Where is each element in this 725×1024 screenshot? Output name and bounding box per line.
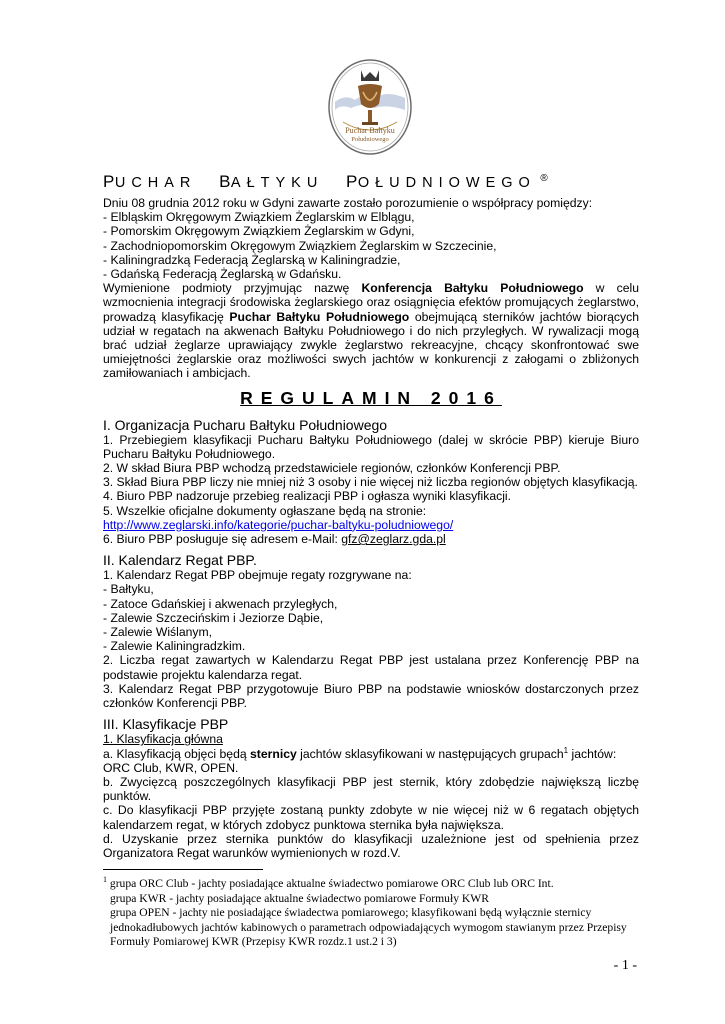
section-1-item: 6. Biuro PBP posługuje się adresem e-Mail: gfz@zeglarz.gda.pl <box>103 532 446 547</box>
section-1-item: 2. W skład Biura PBP wchodzą przedstawiciele regionów, członków Konferencji PBP. <box>103 461 561 476</box>
party-item: - Kaliningradzką Federacją Żeglarską w Kaliningradzie, <box>103 252 401 267</box>
footnote <box>103 877 639 950</box>
section-1-item: 3. Skład Biura PBP liczy nie mniej niż 3 osoby i nie więcej niż liczba regionów objętych klasyfikacją. <box>103 475 638 490</box>
party-item: - Gdańską Federacją Żeglarską w Gdańsku. <box>103 267 342 282</box>
footnote-ref[interactable]: 1 <box>563 745 569 755</box>
subsection-heading: 1. Klasyfikacja główna <box>103 732 223 747</box>
section-2-item: 2. Liczba regat zawartych w Kalendarzu Regat PBP jest ustalana przez Konferencję PBP na podstawie projektu kalendarza regat. <box>103 653 639 682</box>
email-link[interactable]: gfz@zeglarz.gda.pl <box>341 532 446 547</box>
document-title <box>103 172 548 192</box>
title-word: UCHAR <box>114 175 197 191</box>
section-2-heading: II. Kalendarz Regat PBP. <box>103 552 257 569</box>
section-2-item: 1. Kalendarz Regat PBP obejmuje regaty rozgrywane na: <box>103 568 412 583</box>
section-1-item: 5. Wszelkie oficjalne dokumenty ogłaszane będą na stronie: <box>103 503 427 518</box>
area-item: - Bałtyku, <box>103 582 154 597</box>
section-3-groups: ORC Club, KWR, OPEN. <box>103 760 239 775</box>
footnote-line: grupa ORC Club - jachty posiadające aktualne świadectwo pomiarowe ORC Club lub ORC Int. <box>107 877 554 890</box>
website-link[interactable]: http://www.zeglarski.info/kategorie/puchar-baltyku-poludniowego/ <box>103 517 454 532</box>
area-item: - Zalewie Wiślanym, <box>103 625 213 640</box>
title-initial: P <box>345 172 358 191</box>
section-3-item: d. Uzyskanie przez sternika punktów do klasyfikacji uzależnione jest od spełnienia przez Organizatora Regat warunków wymienionych w rozd.V. <box>103 831 639 860</box>
party-item: - Pomorskim Okręgowym Związkiem Żeglarskim w Gdyni, <box>103 224 415 239</box>
footnote-line: grupa KWR - jachty posiadające aktualne świadectwo pomiarowe Formuły KWR <box>110 891 489 905</box>
area-item: - Zalewie Kaliningradzkim. <box>103 639 246 654</box>
section-3-item: a. Klasyfikacją objęci będą sternicy jachtów sklasyfikowani w następujących grupach$^1$ jachtów: <box>103 745 617 761</box>
puchar-logo <box>327 58 413 156</box>
section-1-item: 4. Biuro PBP nadzoruje przebieg realizacji PBP i ogłasza wyniki klasyfikacji. <box>103 489 512 504</box>
intro-paragraph: Wymienione podmioty przyjmując nazwę Konferencja Bałtyku Południowego w celu wzmocnienia integracji środowiska żeglarskiego oraz osiągnięcia efektów promujących żeglarstwo, prowadzą klasyfikację Puchar Bałtyku Południowego obejmującą sterników jachtów biorących udział w regatach na akwenach Bałtyku Południowego i do nich przyległych. W rywalizacji mogą brać udział żeglarze uprawiający zwykle żeglarstwo rekreacyjne, chcący skonfrontować swe umiejętności żeglarskie oraz możliwości swych jachtów w konkurencji z załogami o zbliżonych zamiłowaniach i ambicjach. <box>103 281 639 381</box>
registered-mark: ® <box>540 173 549 185</box>
title-word: AŁTYKU <box>230 175 324 191</box>
document-body <box>103 196 639 860</box>
footnote-mark: 1 <box>103 875 107 885</box>
intro-opening: Dniu 08 grudnia 2012 roku w Gdyni zawarte zostało porozumienie o współpracy pomiędzy: <box>103 196 593 210</box>
regulamin-title: REGULAMIN 2016 <box>240 387 502 408</box>
title-word: OŁUDNIOWEGO <box>357 175 536 191</box>
party-item: - Elbląskim Okręgowym Związkiem Żeglarskim w Elblągu, <box>103 210 415 225</box>
section-2-item: 3. Kalendarz Regat PBP przygotowuje Biuro PBP na podstawie wniosków dostarczonych przez członków Konferencji PBP. <box>103 681 639 711</box>
area-item: - Zalewie Szczecińskim i Jeziorze Dąbie, <box>103 610 324 625</box>
logo-text-line2: Południowego <box>351 136 389 143</box>
title-initial: P <box>103 172 115 191</box>
footnote-divider <box>103 869 263 870</box>
section-1-item: 1. Przebiegiem klasyfikacji Pucharu Bałtyku Południowego (dalej w skrócie PBP) kieruje Biuro Pucharu Bałtyku Południowego. <box>103 432 639 461</box>
title-initial: B <box>219 172 231 191</box>
logo-text-line1: Puchar Bałtyku <box>345 126 395 135</box>
footnote-line: grupa OPEN - jachty nie posiadające świadectwa pomiarowego; klasyfikowani będą wyłącznie sternicy jednokadłubowych jachtów kabinowych o parametrach odpowiadających wymogom stawianym przez Przepisy Formuły Pomiarowej KWR (Przepisy KWR rozdz.1 ust.2 i 3) <box>110 906 627 949</box>
section-3-item: c. Do klasyfikacji PBP przyjęte zostaną punkty zdobyte w nie więcej niż w 6 regatach objętych kalendarzem regat, w których zdobycz punktowa sternika była największa. <box>103 803 639 832</box>
section-3-heading: III. Klasyfikacje PBP <box>103 716 229 733</box>
section-1-heading: I. Organizacja Pucharu Bałtyku Południowego <box>103 416 388 433</box>
section-3-item: b. Zwycięzcą poszczególnych klasyfikacji PBP jest sternik, który zdobędzie największą liczbę punktów. <box>103 774 639 804</box>
area-item: - Zatoce Gdańskiej i akwenach przyległych, <box>103 596 338 611</box>
party-item: - Zachodniopomorskim Okręgowym Związkiem Żeglarskim w Szczecinie, <box>103 238 497 253</box>
page-number: - 1 - <box>613 958 637 973</box>
